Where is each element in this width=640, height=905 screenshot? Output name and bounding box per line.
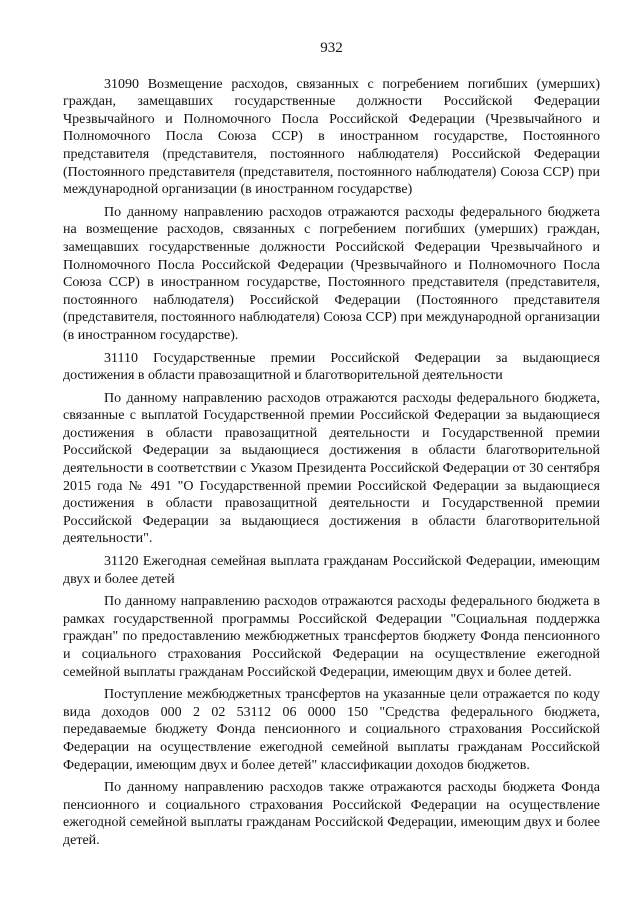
paragraph-31110-heading: 31110 Государственные премии Российской Федерации за выдающиеся достижения в области правозащитной и благотворительной деятельности bbox=[63, 350, 600, 384]
page-number: 932 bbox=[320, 40, 343, 56]
paragraph-31120-heading: 31120 Ежегодная семейная выплата гражданам Российской Федерации, имеющим двух и более детей bbox=[63, 554, 600, 587]
paragraph-31090-heading: 31090 Возмещение расходов, связанных с погребением погибших (умерших) граждан, замещавших государственные должности Российской Федерации Чрезвычайного и Полномочного Посла Российской Федерации (Чрезвычайного и Полномочного Посла Союза ССР) в иностранном государстве, Постоянного представителя (представителя, постоянного наблюдателя) Российской Федерации (Постоянного представителя (представителя, постоянного наблюдателя) Союза ССР) при международной организации (в иностранном государстве) bbox=[63, 76, 600, 198]
paragraph-31120-transfers: Поступление межбюджетных трансфертов на указанные цели отражается по коду вида доходов 000 2 02 53112 06 0000 150 "Средства федерального бюджета, передаваемые бюджету Фонда пенсионного и социального страхования Российской Федерации на осуществление ежегодной семейной выплаты гражданам Российской Федерации, имеющим двух и более детей" классификации доходов бюджетов. bbox=[63, 687, 600, 773]
paragraph-31090-description: По данному направлению расходов отражаются расходы федерального бюджета на возмещение расходов, связанных с погребением погибших (умерших) граждан, замещавших государственные должности Российской Федерации Чрезвычайного и Полномочного Посла Российской Федерации (Чрезвычайного и Полномочного Посла Союза ССР) в иностранном государстве, Постоянного представителя (представителя, постоянного наблюдателя) Российской Федерации (Постоянного представителя (представителя, постоянного наблюдателя) Союза ССР) при международной организации (в иностранном государстве). bbox=[63, 204, 600, 343]
document-page bbox=[63, 40, 600, 850]
paragraph-31120-fund-expenses: По данному направлению расходов также отражаются расходы бюджета Фонда пенсионного и социального страхования Российской Федерации на осуществление ежегодной семейной выплаты гражданам Российской Федерации, имеющим двух и более детей. bbox=[63, 780, 600, 848]
paragraph-31120-description: По данному направлению расходов отражаются расходы федерального бюджета в рамках государственной программы Российской Федерации "Социальная поддержка граждан" по предоставлению межбюджетных трансфертов бюджету Фонда пенсионного и социального страхования Российской Федерации на осуществление ежегодной семейной выплаты гражданам Российской Федерации, имеющим двух и более детей. bbox=[63, 594, 600, 680]
paragraph-31110-description: По данному направлению расходов отражаются расходы федерального бюджета, связанные с выплатой Государственной премии Российской Федерации за выдающиеся достижения в области правозащитной деятельности и Государственной премии Российской Федерации за выдающиеся достижения в области благотворительной деятельности в соответствии с Указом Президента Российской Федерации от 30 сентября 2015 года № 491 "О Государственной премии Российской Федерации за выдающиеся достижения в области правозащитной деятельности и Государственной премии Российской Федерации за выдающиеся достижения в области благотворительной деятельности". bbox=[63, 390, 600, 547]
